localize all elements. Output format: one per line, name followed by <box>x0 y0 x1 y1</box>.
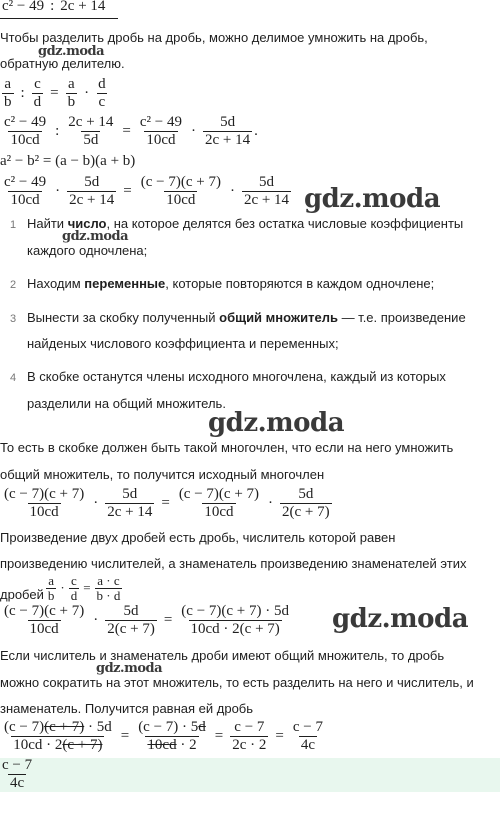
cancelled-factor: (c + 7) <box>44 719 85 735</box>
multiply-sign: · <box>93 495 99 511</box>
watermark-logo: gdz.moda <box>96 661 163 676</box>
product-rule <box>44 574 125 603</box>
denominator: 10cd <box>29 621 59 637</box>
equals-sign: = <box>275 728 284 744</box>
numerator: 5d <box>259 174 274 190</box>
fraction <box>105 603 157 638</box>
fraction <box>105 486 154 521</box>
numerator: 5d <box>122 486 138 502</box>
denominator: 2c + 14 <box>107 504 153 520</box>
step-line-2: каждого одночлена; <box>27 243 148 258</box>
step-item <box>10 276 434 293</box>
fraction <box>2 114 48 149</box>
fraction <box>280 486 332 521</box>
denominator: b <box>67 94 76 110</box>
denominator: 4c <box>300 737 316 753</box>
denominator: 10cd · 2(c + 7) <box>190 621 280 637</box>
header-row <box>2 0 105 15</box>
numerator: a <box>4 76 12 92</box>
numerator: d <box>98 76 106 92</box>
fraction <box>66 76 78 111</box>
step-number: 1 <box>10 219 17 231</box>
equation-step-2 <box>0 174 293 209</box>
cancelled-factor: d <box>169 737 177 753</box>
denominator <box>145 736 198 754</box>
step-bold: переменные <box>84 276 166 291</box>
equals-sign: = <box>83 580 91 595</box>
intro-line-2: обратную делителю. <box>0 56 125 71</box>
equation-step-3 <box>0 486 334 521</box>
equals-sign: = <box>214 728 224 744</box>
denominator: 10cd <box>204 504 234 520</box>
denominator: 2(c + 7) <box>282 504 330 520</box>
fraction <box>179 603 291 638</box>
equals-sign: = <box>123 183 132 199</box>
step-item <box>10 310 466 327</box>
fraction <box>291 719 325 754</box>
numerator: c <box>71 572 77 588</box>
fraction <box>136 719 208 754</box>
equals-sign: = <box>120 728 130 744</box>
equals-sign: = <box>122 123 131 139</box>
fraction <box>46 574 57 603</box>
factor: (c − 7) <box>4 719 45 735</box>
fraction <box>2 486 86 521</box>
denominator: 10cd <box>29 504 59 520</box>
fraction <box>203 114 252 149</box>
numerator <box>2 719 114 736</box>
fraction <box>0 757 34 792</box>
multiply-sign: · <box>229 183 235 199</box>
denominator: 2(c + 7) <box>107 621 155 637</box>
header-underline <box>0 18 118 19</box>
numerator: (c − 7)(c + 7) · 5d <box>181 603 290 619</box>
denominator: b <box>4 94 12 110</box>
multiply-sign: · <box>93 612 99 628</box>
factor: (c − 7) · 5 <box>138 719 199 735</box>
equals-sign: = <box>163 612 173 628</box>
denominator: 2c · 2 <box>232 737 267 753</box>
difference-of-squares-identity: a² − b² = (a − b)(a + b) <box>0 153 136 169</box>
denominator: 10cd <box>10 132 40 148</box>
fraction <box>242 174 291 209</box>
divide-sign: : <box>20 85 25 101</box>
paragraph-line: То есть в скобке должен быть такой многочлен, что если на него умножить <box>0 440 454 455</box>
numerator <box>136 719 208 736</box>
step-text: , которые повторяются в каждом одночлене; <box>165 276 435 291</box>
fraction <box>2 603 86 638</box>
numerator: (c − 7)(c + 7) <box>140 174 221 190</box>
numerator: 5d <box>220 114 236 130</box>
factor: · 5d <box>84 719 112 735</box>
equals-sign: = <box>50 85 59 101</box>
header-numerator: c² − 49 <box>2 0 45 14</box>
fraction <box>96 76 108 111</box>
step-text: Найти <box>26 216 68 231</box>
fraction <box>66 114 115 149</box>
fraction <box>32 76 44 111</box>
denominator: c <box>98 94 106 110</box>
numerator: a · c <box>97 572 120 588</box>
fraction <box>138 114 184 149</box>
multiply-sign: · <box>268 495 274 511</box>
factor: · 2 <box>176 737 197 753</box>
fraction <box>67 174 116 209</box>
step-line-2: разделили на общий множитель. <box>27 396 226 411</box>
numerator: a <box>68 76 75 92</box>
numerator: 5d <box>298 486 314 502</box>
numerator: (c − 7)(c + 7) <box>4 486 85 502</box>
division-rule <box>0 76 110 111</box>
multiply-sign: · <box>84 85 90 101</box>
fraction <box>230 719 268 754</box>
denominator <box>11 736 104 754</box>
numerator: c − 7 <box>292 719 324 735</box>
factor: 10cd · 2 <box>13 737 63 753</box>
denominator: b <box>47 587 55 603</box>
multiply-sign: · <box>191 123 197 139</box>
paragraph-line: можно сократить на этот множитель, то есть разделить на него и числитель, и <box>0 675 474 690</box>
numerator: 2c + 14 <box>68 114 114 130</box>
step-bold: число <box>67 216 107 231</box>
answer <box>0 757 34 792</box>
fraction <box>69 574 80 603</box>
numerator: c <box>34 76 41 92</box>
denominator: 10cd <box>166 192 196 208</box>
numerator: (c − 7)(c + 7) <box>4 603 85 619</box>
watermark-logo: gdz.moda <box>304 184 441 214</box>
multiply-sign: · <box>60 580 65 595</box>
numerator: c² − 49 <box>139 114 183 130</box>
watermark-logo: gdz.moda <box>208 408 345 438</box>
equation-step-4 <box>0 603 293 638</box>
fraction <box>2 76 14 111</box>
header-denominator: 2c + 14 <box>60 0 106 14</box>
step-number: 4 <box>10 372 17 384</box>
header-operator: : <box>50 0 55 14</box>
step-number: 2 <box>10 279 17 291</box>
step-text: — т.е. произведение <box>337 310 466 325</box>
paragraph-line: произведению числителей, а знаменатель произведению знаменателей этих <box>0 556 467 571</box>
denominator: 5d <box>83 132 99 148</box>
step-text: Вынести за скобку полученный <box>26 310 220 325</box>
answer-block <box>0 758 500 792</box>
numerator: 5d <box>123 603 139 619</box>
denominator: 10cd <box>10 192 40 208</box>
denominator: 2c + 14 <box>205 132 251 148</box>
denominator: 2c + 14 <box>69 192 115 208</box>
paragraph-line: знаменатель. Получится равная ей дробь <box>0 701 254 716</box>
paragraph-line: Если числитель и знаменатель дроби имеют общий множитель, то дробь <box>0 648 445 663</box>
multiply-sign: · <box>55 183 61 199</box>
product-rule-line <box>0 573 124 603</box>
denominator: b · d <box>96 587 121 603</box>
numerator: c − 7 <box>234 719 265 735</box>
period: . <box>254 122 258 139</box>
numerator: a <box>48 572 54 588</box>
step-bold: общий множитель <box>219 310 338 325</box>
step-number: 3 <box>10 313 17 325</box>
numerator: c² − 49 <box>4 174 47 190</box>
denominator: 4c <box>9 775 25 791</box>
intro-line-1: Чтобы разделить дробь на дробь, можно делимое умножить на дробь, <box>0 30 428 45</box>
equation-step-1 <box>0 114 258 149</box>
numerator: c − 7 <box>2 757 33 773</box>
fraction <box>139 174 223 209</box>
denominator: d <box>70 587 78 603</box>
step-text: В скобке останутся члены исходного многочлена, каждый из которых <box>26 369 446 384</box>
step-item <box>10 369 446 386</box>
paragraph-line: дробей <box>0 587 44 602</box>
denominator: d <box>33 94 42 110</box>
equation-step-5 <box>0 719 327 754</box>
paragraph-line: Произведение двух дробей есть дробь, числитель которой равен <box>0 530 396 545</box>
fraction <box>95 574 123 603</box>
paragraph-line: общий множитель, то получится исходный многочлен <box>0 467 325 482</box>
numerator: (c − 7)(c + 7) <box>178 486 260 502</box>
step-line-2: найденых числового коэффициента и переменных; <box>27 336 339 351</box>
equals-sign: = <box>161 495 170 511</box>
cancelled-factor: d <box>198 719 206 735</box>
fraction <box>2 719 114 754</box>
denominator: 10cd <box>146 132 176 148</box>
step-text: Находим <box>26 276 85 291</box>
watermark-logo: gdz.moda <box>62 229 129 244</box>
step-text: , на которое делятся без остатка числовые коэффициенты <box>106 216 464 231</box>
numerator: 5d <box>84 174 100 190</box>
fraction <box>2 174 48 209</box>
watermark-logo: gdz.moda <box>38 44 105 59</box>
factor: 10c <box>147 737 170 753</box>
divide-sign: : <box>55 123 60 139</box>
fraction <box>177 486 261 521</box>
cancelled-factor: (c + 7) <box>62 737 103 753</box>
numerator: c² − 49 <box>4 114 47 130</box>
denominator: 2c + 14 <box>243 192 290 208</box>
watermark-logo: gdz.moda <box>332 604 469 634</box>
